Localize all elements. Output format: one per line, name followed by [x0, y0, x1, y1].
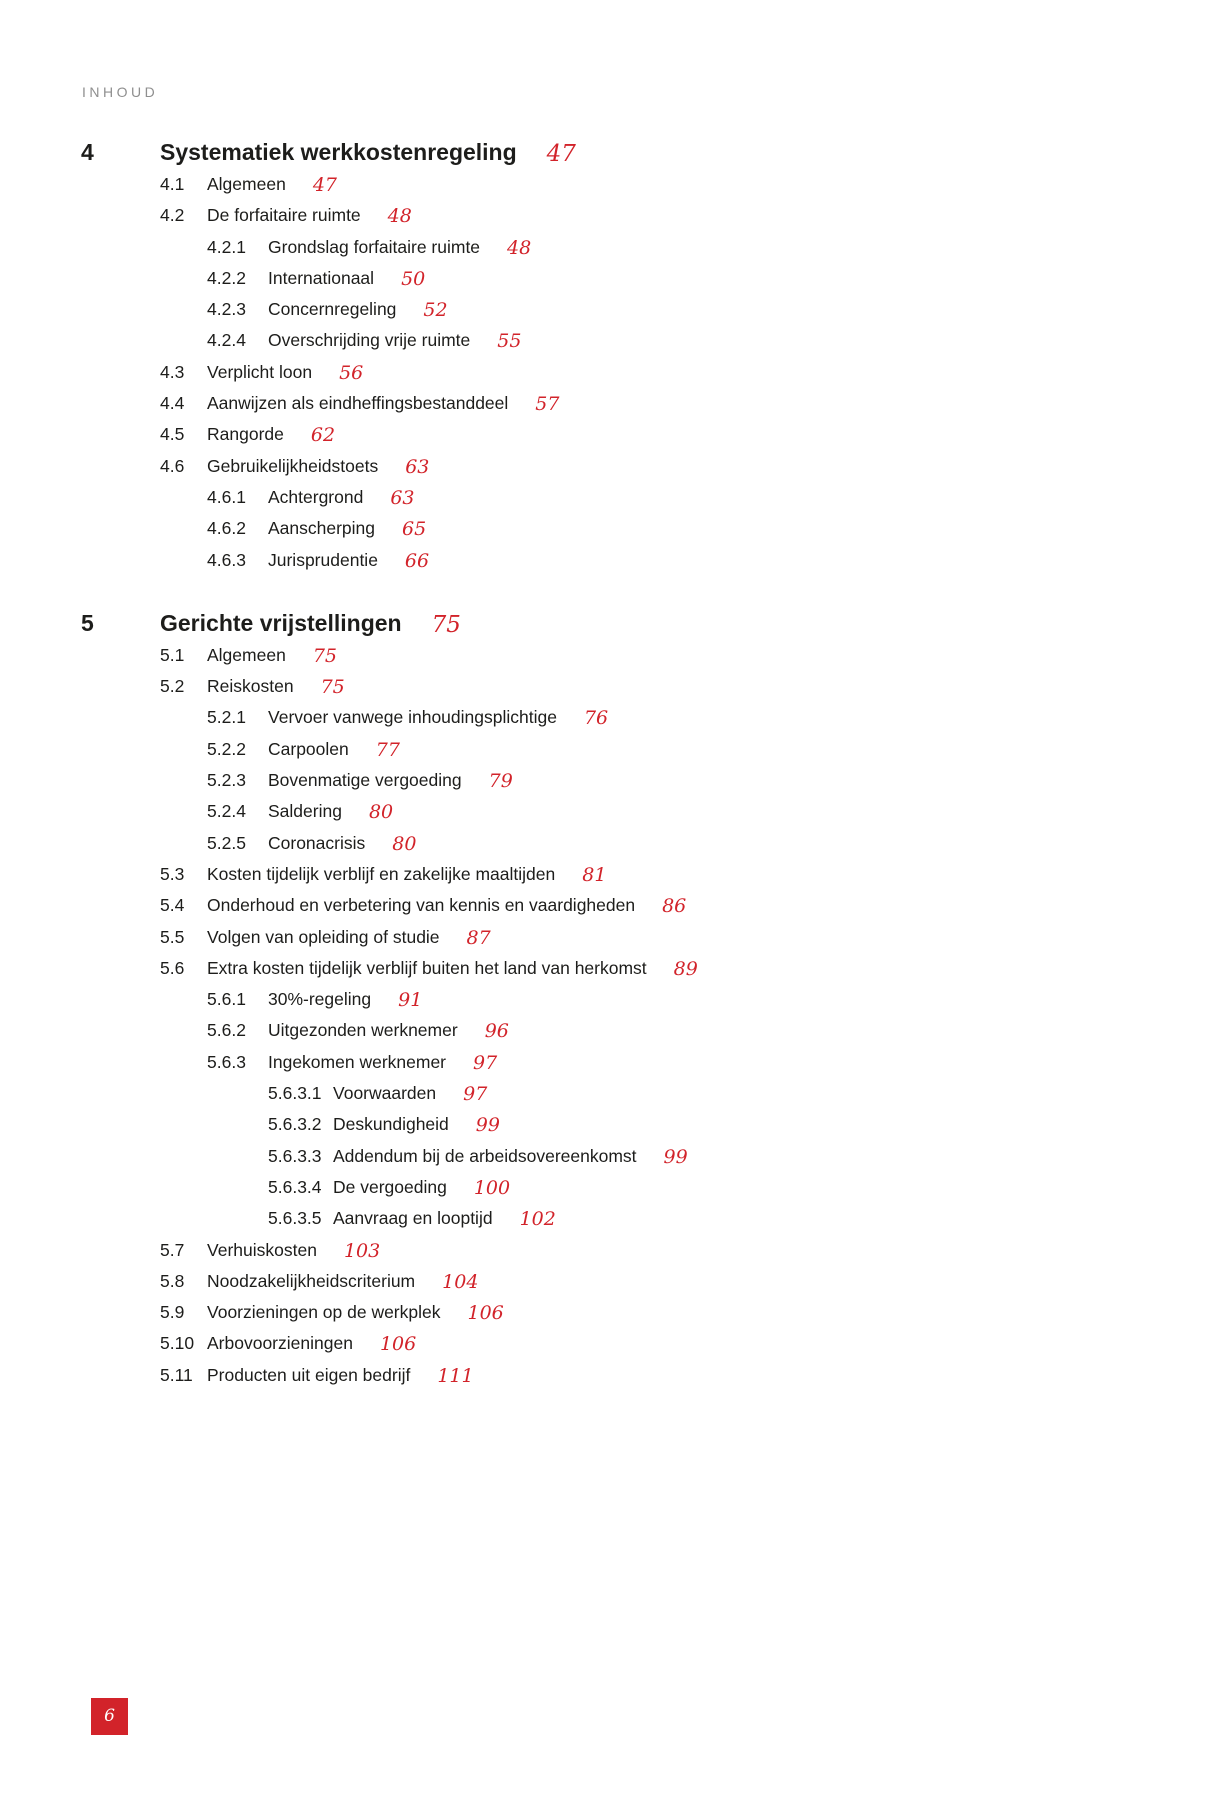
toc-entry-page-number: 48 [387, 205, 412, 228]
toc-entry [81, 702, 1141, 733]
toc-entry-page-number: 65 [402, 518, 427, 541]
toc-entry-title: Gebruikelijkheidstoets [207, 455, 379, 476]
toc-entry-title: Concernregeling [268, 299, 397, 320]
toc-entry-title: De forfaitaire ruimte [207, 205, 361, 226]
toc-chapter-heading [81, 136, 1141, 169]
footer-page-number: 6 [104, 1706, 115, 1726]
toc-entry-number: 4.2.4 [207, 330, 246, 351]
toc-entry [81, 890, 1141, 921]
toc-entry-title: Voorwaarden [333, 1083, 437, 1104]
toc-entry-number: 5.7 [160, 1239, 185, 1260]
toc-entry-title: Coronacrisis [268, 832, 366, 853]
toc-entry-page-number: 87 [466, 926, 491, 949]
toc-entry [81, 1078, 1141, 1109]
toc-entry-title: Reiskosten [207, 676, 294, 697]
toc-entry-number: 5.2.2 [207, 738, 246, 759]
toc-entry [81, 232, 1141, 263]
toc-entry-title: Algemeen [207, 644, 286, 665]
chapter-page-number: 47 [546, 141, 576, 167]
toc-entry-title: 30%-regeling [268, 989, 372, 1010]
toc-entry-number: 5.6.3.1 [268, 1083, 322, 1104]
toc-entry-page-number: 63 [405, 455, 430, 478]
toc-entry-title: Algemeen [207, 174, 286, 194]
chapter-items [81, 640, 1141, 1391]
toc-entry-page-number: 104 [442, 1270, 479, 1293]
toc-entry-page-number: 75 [320, 676, 345, 699]
toc-entry-number: 5.1 [160, 644, 185, 665]
toc-entry-title: Voorzieningen op de werkplek [207, 1302, 441, 1323]
toc-entry-title: Arbovoorzieningen [207, 1333, 353, 1354]
toc-entry-page-number: 102 [519, 1208, 556, 1231]
toc-entry-title: Rangorde [207, 424, 284, 445]
toc-entry-number: 5.6.3.5 [268, 1208, 322, 1229]
toc-entry-number: 5.6.2 [207, 1020, 246, 1041]
toc-entry-title: Onderhoud en verbetering van kennis en vaardigheden [207, 895, 636, 916]
chapter-title: Systematiek werkkostenregeling [160, 139, 517, 165]
footer-page-badge [91, 1698, 128, 1735]
toc-entry-page-number: 48 [507, 236, 532, 259]
toc-entry [81, 451, 1141, 482]
page-header-label: INHOUD [82, 84, 159, 100]
toc-entry-number: 4.4 [160, 393, 185, 414]
toc-entry-number: 4.2.2 [207, 267, 246, 288]
toc-entry-page-number: 86 [662, 895, 687, 918]
chapter-items [81, 169, 1141, 576]
toc-entry-title: Verhuiskosten [207, 1239, 317, 1260]
toc-entry [81, 828, 1141, 859]
toc-entry-page-number: 111 [437, 1364, 474, 1387]
toc-entry-page-number: 62 [310, 424, 336, 447]
toc-entry [81, 1203, 1141, 1234]
toc-entry-number: 5.10 [160, 1333, 195, 1354]
toc-entry-page-number: 106 [379, 1333, 417, 1356]
toc-entry-number: 5.2.5 [207, 832, 246, 853]
toc-entry-number: 5.11 [160, 1364, 193, 1385]
toc-entry-number: 4.3 [160, 361, 185, 382]
toc-entry-number: 5.3 [160, 863, 185, 884]
toc-entry [81, 1141, 1141, 1172]
toc-entry-page-number: 50 [401, 267, 426, 290]
toc-entry-number: 5.9 [160, 1302, 185, 1323]
toc-entry-number: 5.4 [160, 895, 185, 916]
toc-entry-page-number: 91 [398, 989, 423, 1012]
toc-entry-number: 5.2.3 [207, 770, 246, 791]
toc-entry-number: 5.5 [160, 926, 185, 947]
toc-entry-title: Extra kosten tijdelijk verblijf buiten het land van herkomst [207, 957, 647, 978]
toc-entry-title: Internationaal [268, 267, 375, 288]
toc-entry [81, 984, 1141, 1015]
toc-entry [81, 357, 1141, 388]
toc-entry-title: Producten uit eigen bedrijf [207, 1364, 411, 1385]
toc-entry-page-number: 76 [583, 707, 609, 730]
toc-entry-page-number: 66 [404, 549, 430, 572]
toc-entry-title: Deskundigheid [333, 1114, 449, 1135]
toc-entry [81, 796, 1141, 827]
toc-entry-number: 4.2.1 [207, 236, 246, 257]
toc-entry [81, 513, 1141, 544]
toc-entry-page-number: 99 [663, 1145, 688, 1168]
toc-entry [81, 263, 1141, 294]
toc-entry [81, 1235, 1141, 1266]
toc-entry-page-number: 79 [488, 770, 513, 793]
toc-entry-title: Kosten tijdelijk verblijf en zakelijke maaltijden [207, 863, 556, 884]
toc-entry-page-number: 77 [375, 738, 400, 761]
toc-entry-title: Volgen van opleiding of studie [207, 926, 440, 947]
toc-entry-page-number: 56 [339, 361, 364, 384]
toc-entry-title: Jurisprudentie [268, 549, 378, 570]
toc-entry-title: Ingekomen werknemer [268, 1051, 446, 1072]
toc-entry-page-number: 80 [392, 832, 417, 855]
toc-entry [81, 1266, 1141, 1297]
toc-entry-number: 5.2.1 [207, 707, 246, 728]
toc [81, 136, 1141, 1391]
toc-entry-number: 4.6.2 [207, 518, 246, 539]
toc-entry-number: 5.6.3 [207, 1051, 246, 1072]
toc-entry [81, 671, 1141, 702]
toc-entry-page-number: 89 [673, 957, 698, 980]
chapter-page-number: 75 [431, 611, 461, 638]
toc-entry-page-number: 97 [463, 1083, 488, 1106]
toc-entry-page-number: 103 [343, 1239, 381, 1262]
toc-entry-number: 4.1 [160, 174, 185, 194]
toc-entry-title: Addendum bij de arbeidsovereenkomst [333, 1145, 637, 1166]
toc-entry-page-number: 100 [473, 1176, 511, 1199]
toc-entry-page-number: 97 [473, 1051, 498, 1074]
toc-entry-title: Carpoolen [268, 738, 349, 759]
toc-entry-number: 4.6 [160, 455, 185, 476]
toc-entry-title: Saldering [268, 801, 342, 822]
toc-entry [81, 734, 1141, 765]
toc-entry-number: 5.2 [160, 676, 185, 697]
toc-entry [81, 1297, 1141, 1328]
chapter-number: 5 [81, 609, 94, 636]
toc-entry-number: 5.6 [160, 957, 185, 978]
toc-entry [81, 953, 1141, 984]
toc-entry [81, 1047, 1141, 1078]
toc-entry-page-number: 57 [535, 393, 560, 416]
chapter-title: Gerichte vrijstellingen [160, 609, 402, 636]
toc-entry [81, 1360, 1141, 1391]
toc-chapter [81, 607, 1141, 1391]
toc-entry-number: 5.6.3.3 [268, 1145, 322, 1166]
toc-chapter [81, 136, 1141, 576]
toc-entry [81, 1015, 1141, 1046]
toc-entry-title: Noodzakelijkheidscriterium [207, 1270, 416, 1291]
toc-entry [81, 765, 1141, 796]
toc-entry [81, 922, 1141, 953]
toc-entry-page-number: 81 [582, 863, 607, 886]
toc-entry-title: Bovenmatige vergoeding [268, 770, 462, 791]
toc-entry-title: Aanscherping [268, 518, 376, 539]
toc-entry-number: 5.8 [160, 1270, 185, 1291]
toc-entry-page-number: 47 [312, 174, 337, 196]
toc-entry-number: 5.6.1 [207, 989, 246, 1010]
toc-entry-title: Grondslag forfaitaire ruimte [268, 236, 481, 257]
toc-entry-title: Uitgezonden werknemer [268, 1020, 458, 1041]
toc-entry-number: 4.2.3 [207, 299, 246, 320]
toc-entry-number: 5.6.3.2 [268, 1114, 322, 1135]
toc-entry [81, 200, 1141, 231]
toc-entry-page-number: 63 [390, 486, 415, 509]
toc-entry-number: 5.6.3.4 [268, 1176, 322, 1197]
toc-entry [81, 640, 1141, 671]
toc-entry-number: 4.6.3 [207, 549, 246, 570]
toc-entry-title: Achtergrond [268, 486, 364, 507]
toc-entry-title: Vervoer vanwege inhoudingsplichtige [268, 707, 557, 728]
toc-entry-number: 5.2.4 [207, 801, 246, 822]
toc-entry-title: Verplicht loon [207, 361, 313, 382]
toc-entry-title: Overschrijding vrije ruimte [268, 330, 471, 351]
toc-entry-page-number: 96 [484, 1020, 509, 1043]
toc-entry-title: De vergoeding [333, 1176, 447, 1197]
toc-entry-page-number: 75 [312, 644, 337, 667]
toc-entry-title: Aanvraag en looptijd [333, 1208, 493, 1229]
toc-entry-title: Aanwijzen als eindheffingsbestanddeel [207, 393, 509, 414]
toc-entry-page-number: 55 [497, 330, 522, 353]
toc-entry [81, 1109, 1141, 1140]
toc-entry [81, 482, 1141, 513]
toc-chapter-heading [81, 607, 1141, 640]
toc-entry-page-number: 99 [475, 1114, 500, 1137]
toc-entry-number: 4.5 [160, 424, 185, 445]
toc-entry [81, 545, 1141, 576]
toc-entry-page-number: 80 [368, 801, 394, 824]
toc-entry-page-number: 52 [423, 299, 448, 322]
toc-entry-page-number: 106 [467, 1302, 504, 1325]
toc-entry [81, 388, 1141, 419]
toc-entry [81, 419, 1141, 450]
toc-entry [81, 1328, 1141, 1359]
toc-entry [81, 325, 1141, 356]
toc-entry [81, 859, 1141, 890]
toc-entry-number: 4.6.1 [207, 486, 246, 507]
toc-entry [81, 294, 1141, 325]
chapter-number: 4 [81, 139, 94, 165]
toc-entry-number: 4.2 [160, 205, 185, 226]
toc-entry [81, 169, 1141, 200]
toc-entry [81, 1172, 1141, 1203]
